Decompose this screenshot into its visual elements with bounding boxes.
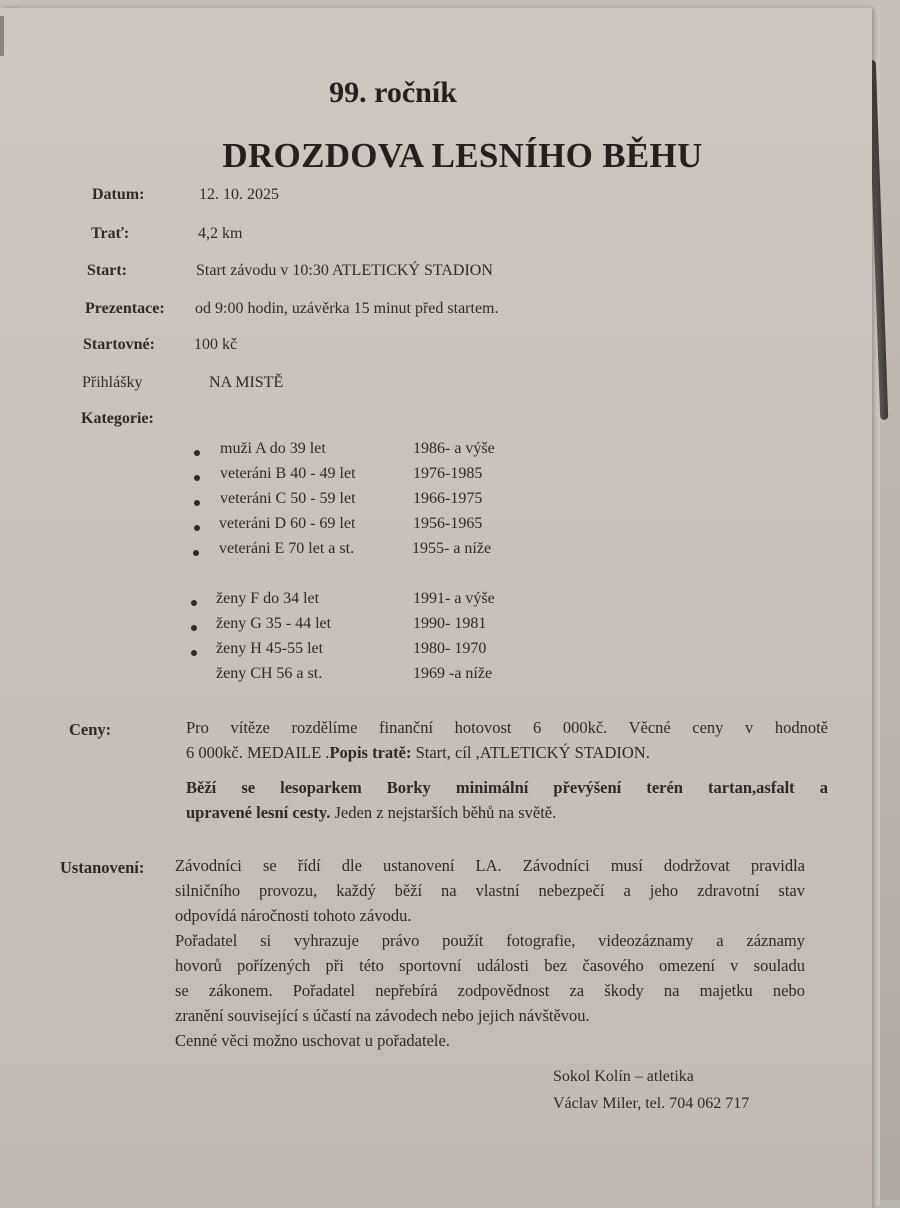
start-label: Start: (87, 262, 127, 279)
category-years: 1986- a výše (413, 440, 495, 457)
bullet-icon (191, 625, 197, 631)
rules-label: Ustanovení: (60, 858, 145, 877)
categories-label: Kategorie: (81, 410, 154, 427)
bullet-icon (194, 500, 200, 506)
track-line-2 (186, 800, 828, 825)
bullet-icon (194, 475, 200, 481)
bullet-icon (194, 525, 200, 531)
track-value: 4,2 km (198, 225, 243, 242)
rules-line: Cenné věci možno uschovat u pořadatele. (175, 1031, 450, 1050)
rules-paragraph (175, 853, 805, 1053)
category-years: 1955- a níže (412, 540, 492, 557)
category-years: 1966-1975 (413, 490, 483, 507)
rules-line: Závodníci se řídí dle ustanovení LA. Závodníci musí dodržovat pravidla (175, 856, 805, 875)
fee-value: 100 kč (194, 336, 238, 353)
bullet-icon (194, 450, 200, 456)
bullet-icon (191, 650, 197, 656)
track-description-paragraph (186, 775, 828, 825)
category-years: 1991- a výše (413, 590, 495, 607)
rules-line: hovorů pořízených při této sportovní události bez časového omezení v souladu (175, 956, 805, 975)
organizer-contact: Václav Miler, tel. 704 062 717 (553, 1095, 750, 1112)
presentation-value: od 9:00 hodin, uzávěrka 15 minut před startem. (195, 300, 499, 317)
category-years: 1990- 1981 (413, 615, 487, 632)
category-years: 1980- 1970 (413, 640, 487, 657)
entries-value: NA MISTĚ (209, 374, 284, 391)
date-value: 12. 10. 2025 (199, 186, 279, 203)
entries-label: Přihlášky (82, 374, 143, 391)
category-name: ženy CH 56 a st. (216, 665, 323, 682)
left-edge-mark (0, 16, 4, 56)
paper-sheet (0, 8, 872, 1208)
organizer-name: Sokol Kolín – atletika (553, 1068, 694, 1085)
track-description-label: Popis tratě: (329, 743, 412, 762)
track-surface-text: upravené lesní cesty. (186, 803, 331, 822)
date-label: Datum: (92, 186, 145, 203)
oldest-race-note: Jeden z nejstarších běhů na světě. (330, 803, 557, 822)
rules-line: Pořadatel si vyhrazuje právo použít fotografie, videozáznamy a záznamy (175, 931, 805, 950)
track-description-start: Start, cíl ,ATLETICKÝ STADION. (411, 743, 650, 762)
category-name: ženy F do 34 let (216, 590, 320, 607)
prizes-line-2 (186, 740, 828, 765)
prizes-paragraph (186, 715, 828, 765)
category-name: veteráni D 60 - 69 let (219, 515, 356, 532)
track-label: Trať: (91, 225, 130, 242)
prizes-label: Ceny: (69, 720, 112, 739)
category-name: veteráni B 40 - 49 let (220, 465, 356, 482)
category-years: 1956-1965 (413, 515, 483, 532)
bullet-icon (191, 600, 197, 606)
race-title: DROZDOVA LESNÍHO BĚHU (222, 136, 703, 175)
track-line-1: Běží se lesoparkem Borky minimální převýšení terén tartan,asfalt a (186, 778, 828, 797)
rules-line: zranění související s účastí na závodech nebo jejich návštěvou. (175, 1006, 590, 1025)
category-years: 1969 -a níže (413, 665, 493, 682)
signature-block (553, 1063, 749, 1117)
category-years: 1976-1985 (413, 465, 483, 482)
category-name: ženy H 45-55 let (216, 640, 324, 657)
prizes-medal-text: 6 000kč. MEDAILE . (186, 743, 330, 762)
rules-line: se zákonem. Pořadatel nepřebírá zodpovědnost za škody na majetku nebo (175, 981, 805, 1000)
edition-heading: 99. ročník (329, 76, 457, 109)
fee-label: Startovné: (83, 336, 155, 353)
category-name: ženy G 35 - 44 let (216, 615, 332, 632)
bullet-icon (193, 550, 199, 556)
presentation-label: Prezentace: (85, 300, 165, 317)
category-name: veteráni C 50 - 59 let (220, 490, 356, 507)
rules-line: odpovídá náročnosti tohoto závodu. (175, 906, 412, 925)
prizes-line-1: Pro vítěze rozdělíme finanční hotovost 6 000kč. Věcné ceny v hodnotě (186, 718, 828, 737)
category-name: veteráni E 70 let a st. (219, 540, 355, 557)
rules-line: silničního provozu, každý běží na vlastní nebezpečí a jeho zdravotní stav (175, 881, 805, 900)
category-name: muži A do 39 let (220, 440, 326, 457)
start-value: Start závodu v 10:30 ATLETICKÝ STADION (196, 262, 493, 279)
